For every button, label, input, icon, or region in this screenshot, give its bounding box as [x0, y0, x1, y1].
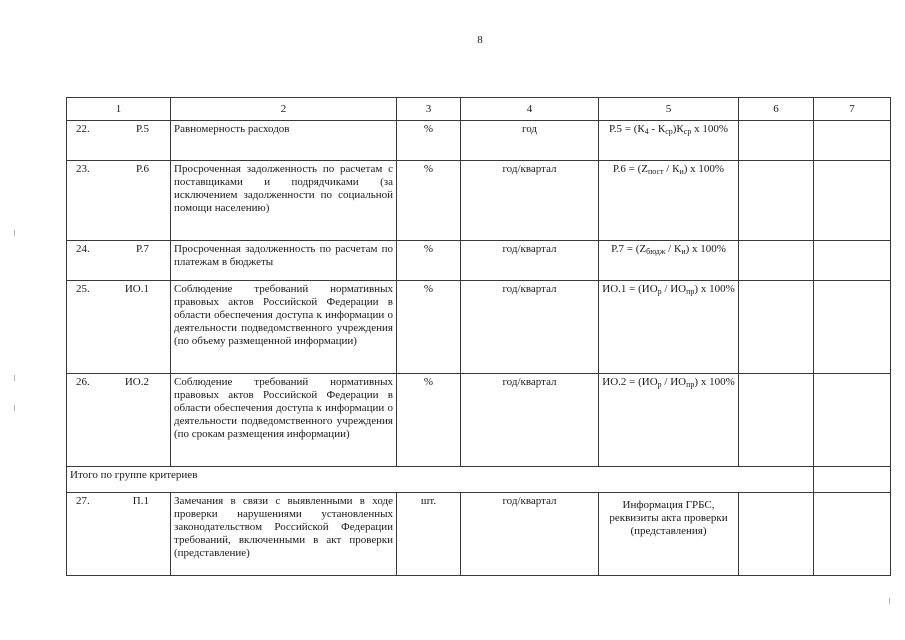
empty-cell	[814, 493, 891, 576]
col-header-6: 6	[739, 98, 814, 121]
period: год/квартал	[461, 374, 599, 467]
row-number: 27.	[76, 495, 90, 507]
criterion-name: Просроченная задолженность по расчетам по платежам в бюджеты	[171, 241, 397, 281]
period: год	[461, 121, 599, 161]
empty-cell	[739, 241, 814, 281]
period: год/квартал	[461, 281, 599, 374]
header-row	[67, 98, 891, 121]
unit: %	[397, 374, 461, 467]
period: год/квартал	[461, 493, 599, 576]
table-row	[67, 121, 891, 161]
row-number-cell	[67, 161, 171, 241]
row-number-cell	[67, 374, 171, 467]
empty-cell	[739, 374, 814, 467]
formula: $Р.5 = (К_4 - К_{ср})К_{ср}$ x 100%	[599, 121, 739, 161]
col-header-5: 5	[599, 98, 739, 121]
criterion-code: Р.6	[136, 163, 149, 175]
table-row	[67, 281, 891, 374]
table-row	[67, 161, 891, 241]
criterion-code: Р.7	[136, 243, 149, 255]
row-number-cell	[67, 241, 171, 281]
empty-cell	[814, 121, 891, 161]
empty-cell	[814, 374, 891, 467]
criterion-name: Соблюдение требований нормативных правовых актов Российской Федерации в области обеспечения доступа к информации о деятельности подведомственного учреждения (по объему размещенной информации)	[171, 281, 397, 374]
criterion-code: Р.5	[136, 123, 149, 135]
empty-cell	[739, 281, 814, 374]
period: год/квартал	[461, 241, 599, 281]
table-row	[67, 241, 891, 281]
unit: %	[397, 161, 461, 241]
row-number: 22.	[76, 123, 90, 135]
criterion-code: ИО.2	[124, 376, 149, 388]
row-number: 24.	[76, 243, 90, 255]
empty-cell	[814, 161, 891, 241]
criterion-name: Просроченная задолженность по расчетам с поставщиками и подрядчиками (за исключением задолженности по социальной помощи населению)	[171, 161, 397, 241]
unit: %	[397, 241, 461, 281]
empty-cell	[739, 493, 814, 576]
empty-cell	[739, 161, 814, 241]
row-number: 25.	[76, 283, 90, 295]
scan-artifact	[14, 375, 15, 381]
period: год/квартал	[461, 161, 599, 241]
empty-cell	[814, 241, 891, 281]
unit: %	[397, 281, 461, 374]
criterion-name: Равномерность расходов	[171, 121, 397, 161]
empty-cell	[814, 281, 891, 374]
group-total-row	[67, 467, 891, 493]
row-number-cell	[67, 121, 171, 161]
formula: $Р.7 = (Z_{бюдж} / К_и)$ x 100%	[599, 241, 739, 281]
row-number-cell	[67, 281, 171, 374]
col-header-1: 1	[67, 98, 171, 121]
criterion-name: Соблюдение требований нормативных правовых актов Российской Федерации в области обеспечения доступа к информации о деятельности подведомственного учреждения (по срокам размещения информации)	[171, 374, 397, 467]
formula: $ИО.1 = (ИО_р / ИО_{пр})$ x 100%	[599, 281, 739, 374]
col-header-7: 7	[814, 98, 891, 121]
scan-artifact	[14, 405, 15, 411]
col-header-4: 4	[461, 98, 599, 121]
empty-cell	[739, 121, 814, 161]
row-number: 23.	[76, 163, 90, 175]
row-number: 26.	[76, 376, 90, 388]
criterion-code: П.1	[132, 495, 149, 507]
empty-cell	[814, 467, 891, 493]
formula: $ИО.2 = (ИО_р / ИО_{пр})$ x 100%	[599, 374, 739, 467]
table-row	[67, 374, 891, 467]
criterion-code: ИО.1	[124, 283, 149, 295]
unit: %	[397, 121, 461, 161]
group-total-label: Итого по группе критериев	[67, 467, 814, 493]
scan-artifact	[14, 230, 15, 236]
criterion-name: Замечания в связи с выявленными в ходе проверки нарушениями установленных законодательством Российской Федерации требований, включенными в акт проверки (представление)	[171, 493, 397, 576]
row-number-cell	[67, 493, 171, 576]
scan-artifact	[889, 598, 890, 604]
unit: шт.	[397, 493, 461, 576]
criteria-table	[66, 97, 891, 576]
formula: Информация ГРБС, реквизиты акта проверки (представления)	[599, 493, 739, 576]
page-number: 8	[477, 34, 483, 46]
table-row	[67, 493, 891, 576]
col-header-3: 3	[397, 98, 461, 121]
formula: $Р.6 = (Z_{пост} / К_и)$ x 100%	[599, 161, 739, 241]
col-header-2: 2	[171, 98, 397, 121]
